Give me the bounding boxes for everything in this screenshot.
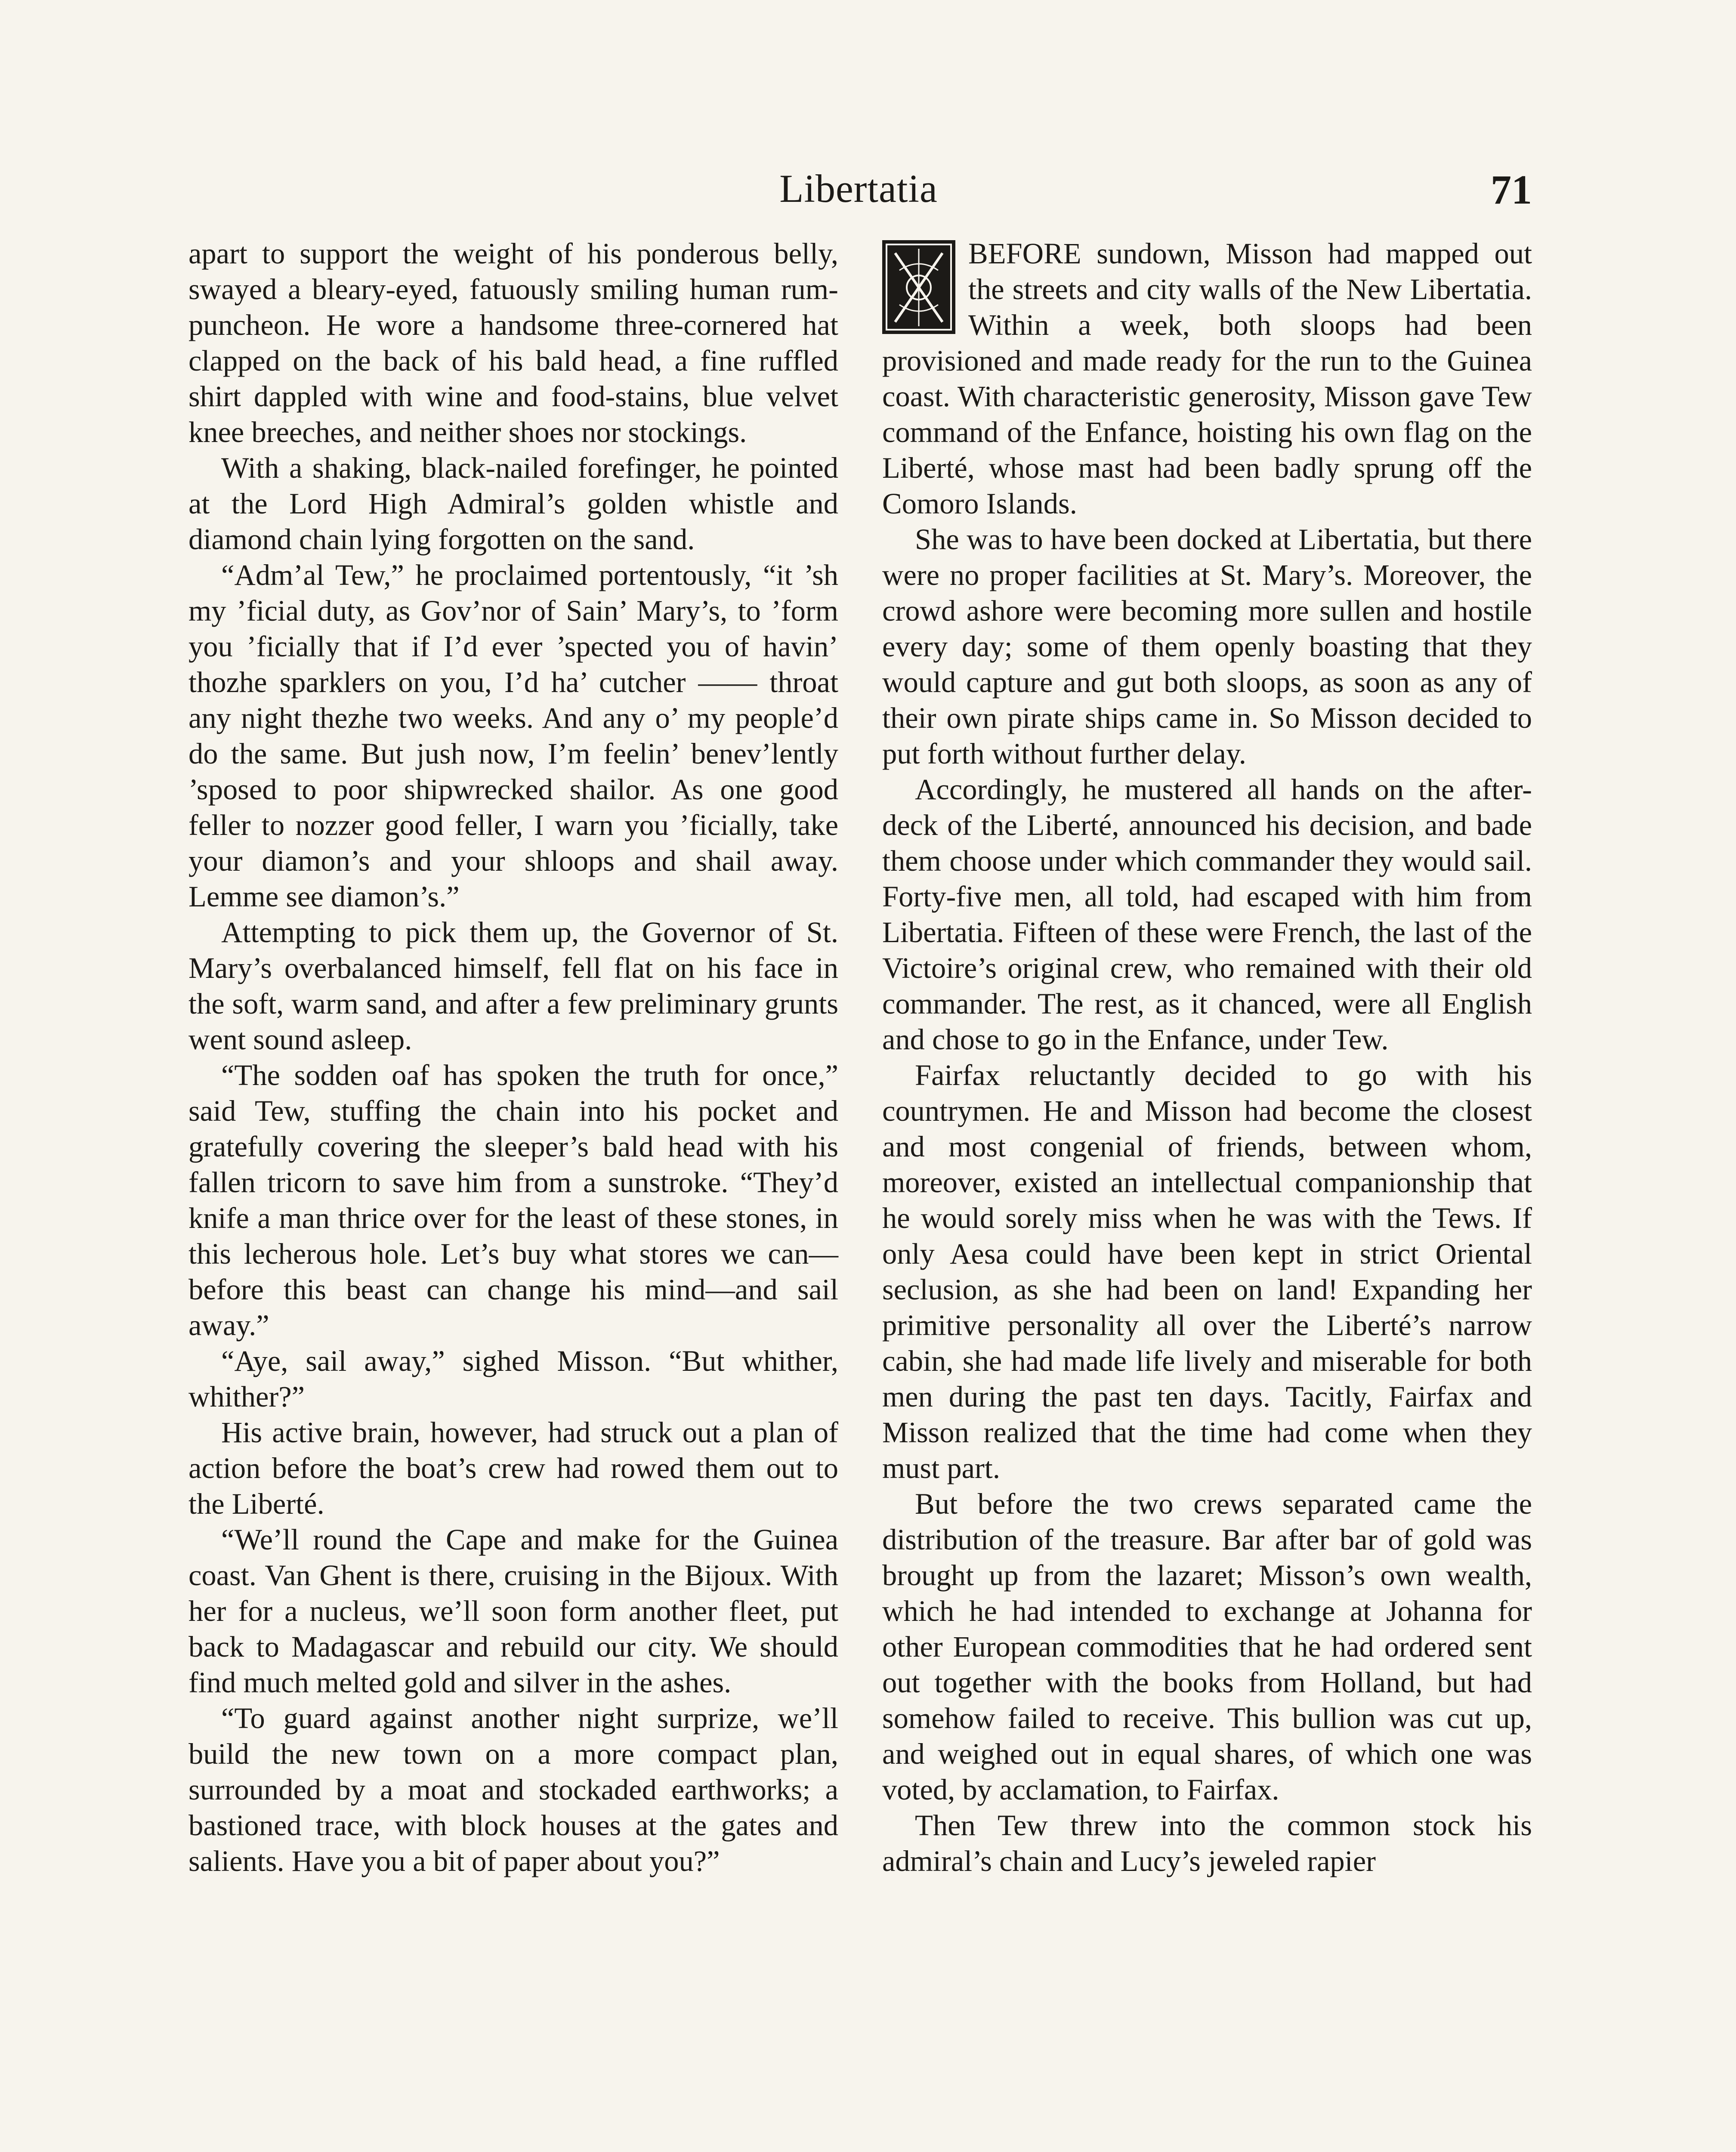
paragraph: “Aye, sail away,” sighed Misson. “But whither, whither?” bbox=[188, 1345, 838, 1413]
page-header bbox=[185, 166, 1532, 222]
paragraph: Attempting to pick them up, the Governor of St. Mary’s overbalanced himself, fell flat on his face in the soft, warm sand, and after a few preliminary grunts went sound asleep. bbox=[188, 916, 838, 1056]
paragraph: Then Tew threw into the common stock his admiral’s chain and Lucy’s jeweled rapier bbox=[882, 1809, 1532, 1877]
paragraph: With a shaking, black-nailed forefinger, he pointed at the Lord High Admiral’s golden whistle and diamond chain lying forgotten on the sand. bbox=[188, 451, 838, 556]
paragraph: His active brain, however, had struck out a plan of action before the boat’s crew had rowed them out to the Liberté. bbox=[188, 1416, 838, 1520]
paragraph: BEFORE sundown, Misson had mapped out the streets and city walls of the New Libertatia. Within a week, both sloops had been provisioned and made ready for the run to the Guinea coast. With characteristic generosity, Misson gave Tew command of the Enfance, hoisting his own flag on the Liberté, whose mast had been badly sprung off the Comoro Islands. bbox=[882, 237, 1532, 520]
running-title: Libertatia bbox=[779, 167, 938, 210]
paragraph: “Adm’al Tew,” he proclaimed portentously, “it ’sh my ’ficial duty, as Gov’nor of Sain’ Mary’s, to ’form you ’ficially that if I’d ever ’spected you of havin’ thozhe sparklers on you, I’d ha’ cutcher —— throat any night thezhe two weeks. And any o’ my people’d do the same. But jush now, I’m feelin’ benev’lently ’sposed to poor shipwrecked shailor. As one good feller to nozzer good feller, I warn you ’ficially, take your diamon’s and your shloops and shail away. Lemme see diamon’s.” bbox=[188, 559, 838, 913]
page-number: 71 bbox=[1491, 167, 1532, 213]
paragraph: Accordingly, he mustered all hands on the after-deck of the Liberté, announced his decision, and bade them choose under which commander they would sail. Forty-five men, all told, had escaped with him from Libertatia. Fifteen of these were French, the last of the Victoire’s original crew, who remained with their old commander. The rest, as it chanced, were all English and chose to go in the Enfance, under Tew. bbox=[882, 773, 1532, 1056]
ornamental-initial-icon bbox=[882, 240, 955, 334]
paragraph: But before the two crews separated came the distribution of the treasure. Bar after bar of gold was brought up from the lazaret; Misson’s own wealth, which he had intended to exchange at Johanna for other European commodities that he had ordered sent out together with the books from Holland, but had somehow failed to receive. This bullion was cut up, and weighed out in equal shares, of which one was voted, by acclamation, to Fairfax. bbox=[882, 1487, 1532, 1806]
paragraph: apart to support the weight of his ponderous belly, swayed a bleary-eyed, fatuously smiling human rum-puncheon. He wore a handsome three-cornered hat clapped on the back of his bald head, a fine ruffled shirt dappled with wine and food-stains, blue velvet knee breeches, and neither shoes nor stockings. bbox=[188, 237, 838, 448]
paragraph: She was to have been docked at Libertatia, but there were no proper facilities at St. Mary’s. Moreover, the crowd ashore were becoming more sullen and hostile every day; some of them openly boasting that they would capture and gut both sloops, as soon as any of their own pirate ships came in. So Misson decided to put forth without further delay. bbox=[882, 523, 1532, 770]
paragraph: Fairfax reluctantly decided to go with his countrymen. He and Misson had become the closest and most congenial of friends, between whom, moreover, existed an intellectual companionship that he would sorely miss when he was with the Tews. If only Aesa could have been kept in strict Oriental seclusion, as she had been on land! Expanding her primitive personality all over the Liberté’s narrow cabin, she had made life lively and miserable for both men during the past ten days. Tacitly, Fairfax and Misson realized that the time had come when they must part. bbox=[882, 1059, 1532, 1484]
paragraph: “The sodden oaf has spoken the truth for once,” said Tew, stuffing the chain into his pocket and gratefully covering the sleeper’s bald head with his fallen tricorn to save him from a sunstroke. “They’d knife a man thrice over for the least of these stones, in this lecherous hole. Let’s buy what stores we can—before this beast can change his mind—and sail away.” bbox=[188, 1059, 838, 1342]
left-column bbox=[188, 236, 838, 1879]
paragraph: “We’ll round the Cape and make for the Guinea coast. Van Ghent is there, cruising in the Bijoux. With her for a nucleus, we’ll soon form another fleet, put back to Madagascar and rebuild our city. We should find much melted gold and silver in the ashes. bbox=[188, 1523, 838, 1699]
right-column bbox=[882, 236, 1532, 1879]
paragraph: “To guard against another night surprize, we’ll build the new town on a more compact plan, surrounded by a moat and stockaded earthworks; a bastioned trace, with block houses at the gates and salients. Have you a bit of paper about you?” bbox=[188, 1702, 838, 1877]
